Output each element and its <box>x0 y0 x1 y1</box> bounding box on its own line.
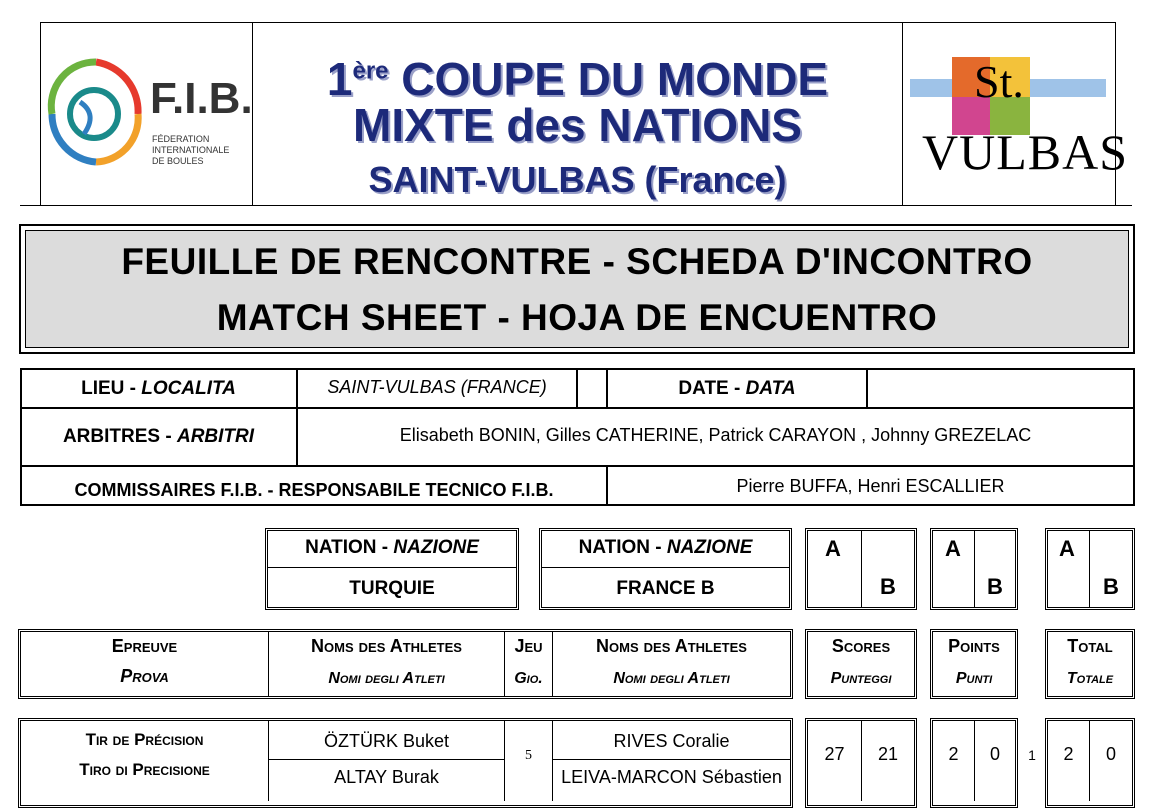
row-athlete-b2: LEIVA-MARCON Sébastien <box>561 767 782 787</box>
row-jeu: 5 <box>525 748 532 763</box>
ab-total-b: B <box>1103 574 1119 599</box>
fib-logo <box>46 54 253 174</box>
col-gio: Gio. <box>514 670 543 687</box>
row-score-b: 21 <box>877 744 899 764</box>
row-total-a: 2 <box>1063 744 1074 764</box>
col-prova: Prova <box>120 666 169 686</box>
ab-points-b: B <box>987 574 1003 599</box>
arbitres-label: ARBITRES - ARBITRI <box>62 426 255 447</box>
ab-scores-b: B <box>880 574 896 599</box>
row-athlete-a1: ÖZTÜRK Buket <box>323 731 450 751</box>
date-label: DATE - DATA <box>678 378 796 399</box>
ab-total-a: A <box>1059 536 1075 561</box>
col-jeu: Jeu <box>514 636 543 656</box>
lieu-value: SAINT-VULBAS (FRANCE) <box>327 376 547 397</box>
event-title <box>253 22 902 206</box>
sheet-banner <box>25 230 1129 348</box>
row-points-b: 0 <box>989 744 1000 764</box>
row-athlete-b1: RIVES Coralie <box>613 731 730 751</box>
col-totale: Totale <box>1066 670 1114 687</box>
arbitres-value: Elisabeth BONIN, Gilles CATHERINE, Patrick CARAYON , Johnny GREZELAC <box>399 424 1032 445</box>
date-value <box>868 368 1133 406</box>
title-line-2: MIXTE des NATIONS <box>353 99 802 151</box>
row-athlete-a2: ALTAY Burak <box>334 767 439 787</box>
lieu-label: LIEU - LOCALITA <box>81 378 236 399</box>
col-punti: Punti <box>955 670 993 687</box>
col-punteggi: Punteggi <box>830 670 892 687</box>
col-nomi-b: Nomi degli Atleti <box>613 670 730 687</box>
nation-team-a: TURQUIE <box>349 577 435 599</box>
row-total-b: 0 <box>1105 744 1116 764</box>
col-epreuve: Epreuve <box>111 636 178 656</box>
nation-label-b: NATION - NAZIONE <box>578 537 753 558</box>
banner-line-1: FEUILLE DE RENCONTRE - SCHEDA D'INCONTRO <box>121 241 1033 282</box>
row-mid-marker: 1 <box>1028 747 1036 763</box>
nation-label-a: NATION - NAZIONE <box>305 537 479 558</box>
ab-scores-a: A <box>825 536 841 561</box>
ab-points-a: A <box>945 536 961 561</box>
fib-logo-text: F.I.B. <box>150 74 253 123</box>
title-line-1: 1ère COUPE DU MONDE <box>326 53 829 105</box>
row-event: Tir de Précision <box>85 730 204 749</box>
st-vulbas-logo <box>908 45 1129 185</box>
row-points-a: 2 <box>948 744 959 764</box>
st-vulbas-logo-bottom: VULBAS <box>922 124 1129 180</box>
fib-emblem-icon <box>46 54 146 174</box>
fib-logo-subtitle: FÉDERATION INTERNATIONALE DE BOULES <box>152 134 230 166</box>
st-vulbas-logo-top: St. <box>974 56 1024 107</box>
nation-team-b: FRANCE B <box>616 577 715 599</box>
commissaires-label: COMMISSAIRES F.I.B. - RESPONSABILE TECNICO F.I.B. <box>74 479 554 500</box>
col-noms-b: Noms des Athletes <box>596 636 747 656</box>
col-scores: Scores <box>831 636 891 656</box>
row-event-it: Tiro di Precisione <box>79 760 210 779</box>
row-score-a: 27 <box>824 744 845 764</box>
commissaires-value: Pierre BUFFA, Henri ESCALLIER <box>736 475 1005 496</box>
banner-line-2: MATCH SHEET - HOJA DE ENCUENTRO <box>216 297 938 338</box>
col-points: Points <box>948 636 1000 656</box>
col-noms-a: Noms des Athletes <box>311 636 462 656</box>
title-line-3: SAINT-VULBAS (France) <box>368 159 787 200</box>
col-total: Total <box>1067 636 1113 656</box>
col-nomi-a: Nomi degli Atleti <box>328 670 445 687</box>
